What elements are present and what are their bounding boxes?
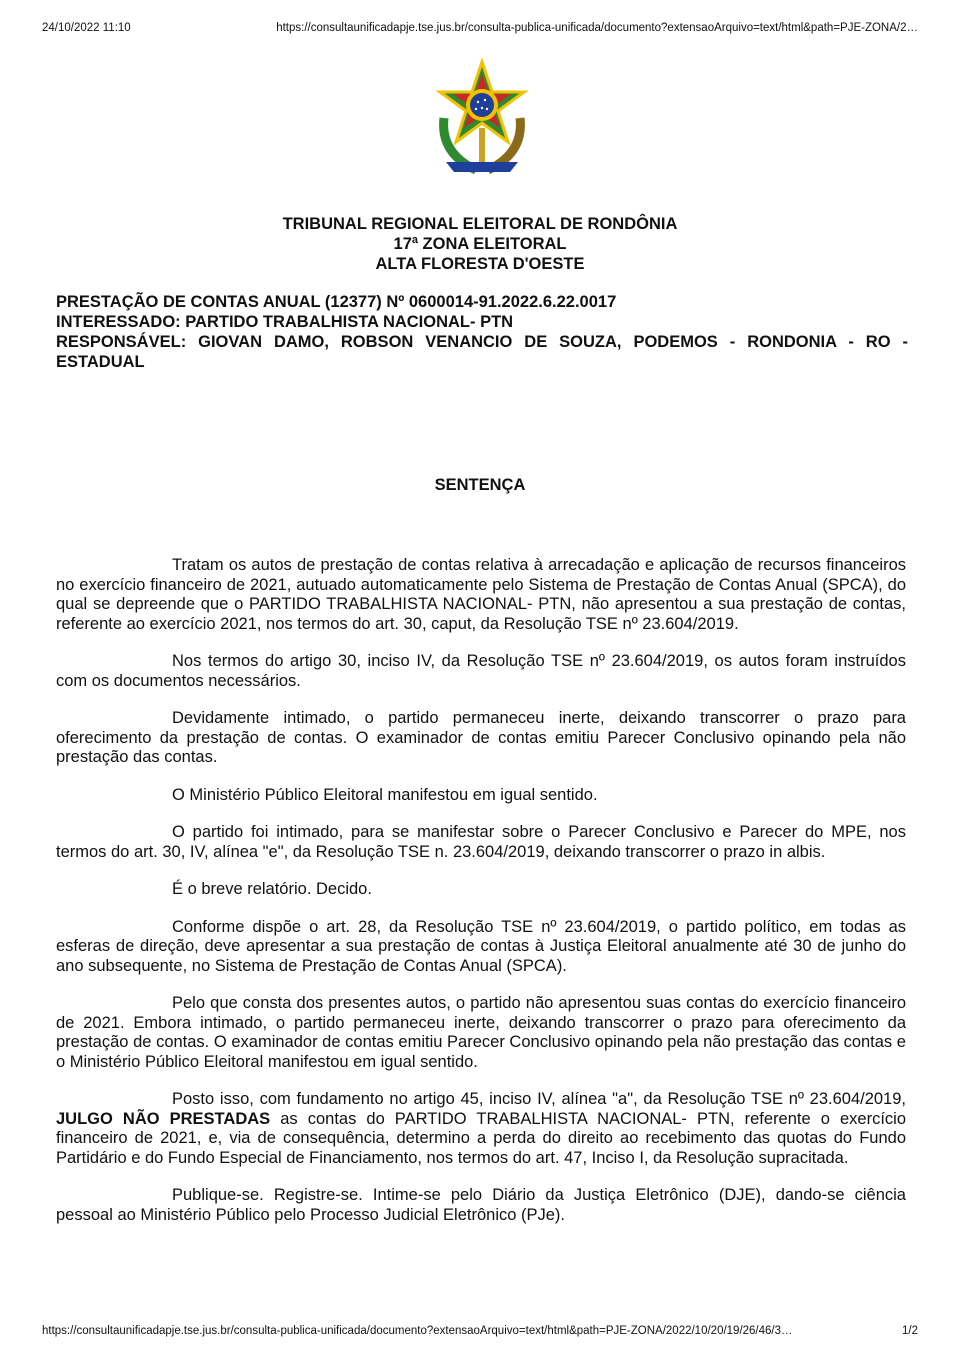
paragraph-2: Nos termos do artigo 30, inciso IV, da Resolução TSE nº 23.604/2019, os autos foram instruídos com os documentos necessários. [56, 652, 906, 690]
case-class-number: PRESTAÇÃO DE CONTAS ANUAL (12377) Nº 0600014-91.2022.6.22.0017 [56, 293, 617, 311]
page-number: 1/2 [902, 1325, 918, 1337]
document-title: SENTENÇA [434, 476, 526, 494]
print-header [42, 22, 918, 34]
case-info [56, 292, 908, 372]
print-footer [42, 1325, 918, 1337]
paragraph-10: Publique-se. Registre-se. Intime-se pelo Diário da Justiça Eletrônico (DJE), dando-se ciência pessoal ao Ministério Público pelo Processo Judicial Eletrônico (PJe). [56, 1186, 906, 1224]
court-location: ALTA FLORESTA D'OESTE [375, 255, 585, 273]
paragraph-5: O partido foi intimado, para se manifestar sobre o Parecer Conclusivo e Parecer do MPE, nos termos do art. 30, IV, alínea "e", da Resolução TSE n. 23.604/2019, deixando transcorrer o prazo in albis. [56, 823, 906, 861]
paragraph-6: É o breve relatório. Decido. [172, 880, 372, 898]
sentence-body [56, 556, 906, 1243]
paragraph-3: Devidamente intimado, o partido permaneceu inerte, deixando transcorrer o prazo para oferecimento da prestação de contas. O examinador de contas emitiu Parecer Conclusivo opinando pela não prestação das contas. [56, 709, 906, 766]
footer-url: https://consultaunificadapje.tse.jus.br/consulta-publica-unificada/documento?extensaoArquivo=text/html&path=PJE-ZONA/2022/10/20/19/26/46/3… [42, 1325, 793, 1337]
paragraph-9-intro: Posto isso, com fundamento no artigo 45, inciso IV, alínea "a", da Resolução TSE nº 23.604/2019, [172, 1090, 906, 1108]
paragraph-8: Pelo que consta dos presentes autos, o partido não apresentou suas contas do exercício financeiro de 2021. Embora intimado, o partido permaneceu inerte, deixando transcorrer o prazo para oferecimento da prestação de contas. O examinador de contas emitiu Parecer Conclusivo opinando pela não prestação das contas e o Ministério Público Eleitoral manifestou em igual sentido. [56, 994, 906, 1071]
case-interested-party: INTERESSADO: PARTIDO TRABALHISTA NACIONAL- PTN [56, 313, 514, 331]
case-responsible-parties: RESPONSÁVEL: GIOVAN DAMO, ROBSON VENANCIO DE SOUZA, PODEMOS - RONDONIA - RO - ESTADUAL [56, 333, 908, 371]
electoral-zone: 17ª ZONA ELEITORAL [393, 235, 567, 253]
paragraph-4: O Ministério Público Eleitoral manifestou em igual sentido. [172, 785, 598, 804]
paragraph-7: Conforme dispõe o art. 28, da Resolução TSE nº 23.604/2019, o partido político, em todas as esferas de direção, deve apresentar a sua prestação de contas à Justiça Eleitoral anualmente até 30 de junho do ano subsequente, no Sistema de Prestação de Contas Anual (SPCA). [56, 917, 906, 975]
paragraph-9 [56, 1090, 906, 1168]
paragraph-1: Tratam os autos de prestação de contas relativa à arrecadação e aplicação de recursos financeiros no exercício financeiro de 2021, autuado automaticamente pelo Sistema de Prestação de Contas Anual (SPCA), do qual se depreende que o PARTIDO TRABALHISTA NACIONAL- PTN, não apresentou a sua prestação de contas, referente ao exercício 2021, nos termos do art. 30, caput, da Resolução TSE nº 23.604/2019. [56, 556, 906, 633]
paragraph-9-rest: as contas do PARTIDO TRABALHISTA NACIONAL- PTN, referente o exercício financeiro de 2021, e, via de consequência, determino a perda do direito ao recebimento das quotas do Fundo Partidário e do Fundo Especial de Financiamento, nos termos do art. 47, Inciso I, da Resolução supracitada. [56, 1109, 906, 1167]
court-name: TRIBUNAL REGIONAL ELEITORAL DE RONDÔNIA [282, 215, 678, 233]
court-heading [0, 214, 960, 274]
print-url: https://consultaunificadapje.tse.jus.br/consulta-publica-unificada/documento?extensaoArquivo=text/html&path=PJE-ZONA/2… [276, 22, 918, 34]
coat-of-arms-emblem [430, 58, 534, 182]
ruling-emphasis: JULGO NÃO PRESTADAS [56, 1109, 271, 1128]
print-datetime: 24/10/2022 11:10 [42, 22, 131, 34]
